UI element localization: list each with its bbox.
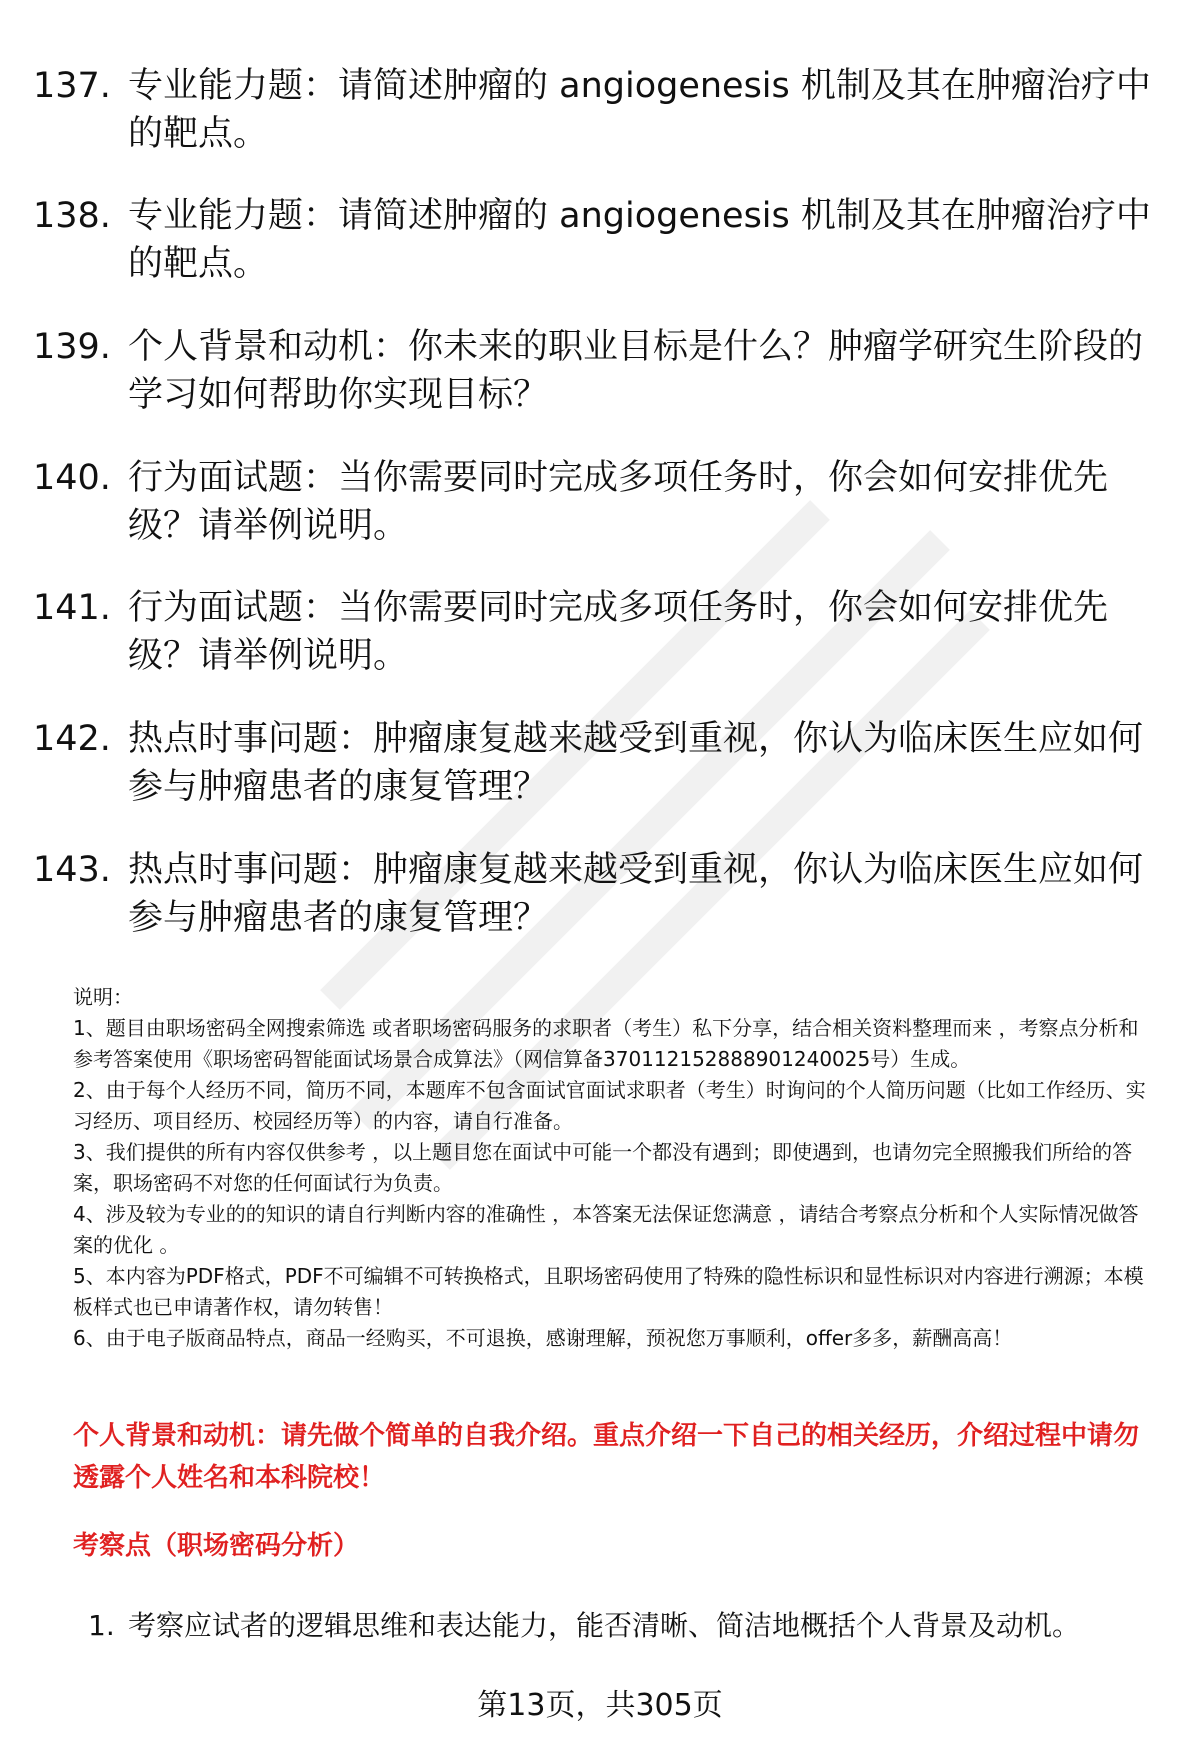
page-footer: 第13页，共305页 bbox=[477, 1688, 723, 1723]
analysis-heading: 考察点（职场密码分析） bbox=[73, 1531, 360, 1561]
question-heading: 个人背景和动机：请先做个简单的自我介绍。重点介绍一下自己的相关经历，介绍过程中请勿透露个人姓名和本科院校！ bbox=[73, 1421, 1140, 1493]
analysis-item: 1. 考察应试者的逻辑思维和表达能力，能否清晰、简洁地概括个人背景及动机。 bbox=[88, 1609, 1081, 1642]
note-item: 6、由于电子版商品特点，商品一经购买，不可退换，感谢理解，预祝您万事顺利，offer多多，薪酬高高！ bbox=[73, 1326, 1013, 1350]
notes-title: 说明： bbox=[73, 985, 133, 1009]
question-item: 138. 专业能力题：请简述肿瘤的 angiogenesis 机制及其在肿瘤治疗中的靶点。 bbox=[33, 196, 1151, 284]
note-item: 1、题目由职场密码全网搜索筛选 或者职场密码服务的求职者（考生）私下分享，结合相关资料整理而来 ，考察点分析和参考答案使用《职场密码智能面试场景合成算法》（网信算备370112152888901240025号）生成。 bbox=[73, 1016, 1139, 1071]
notes-section bbox=[73, 982, 1158, 1354]
question-item: 143. 热点时事问题：肿瘤康复越来越受到重视，你认为临床医生应如何参与肿瘤患者的康复管理？ bbox=[33, 850, 1144, 938]
question-item: 137. 专业能力题：请简述肿瘤的 angiogenesis 机制及其在肿瘤治疗中的靶点。 bbox=[33, 66, 1151, 154]
question-item: 140. 行为面试题：当你需要同时完成多项任务时，你会如何安排优先级？请举例说明。 bbox=[33, 458, 1109, 546]
note-item: 4、涉及较为专业的的知识的请自行判断内容的准确性 ，本答案无法保证您满意 ，请结合考察点分析和个人实际情况做答案的优化 。 bbox=[73, 1202, 1139, 1257]
note-item: 2、由于每个人经历不同，简历不同，本题库不包含面试官面试求职者（考生）时询问的个人简历问题（比如工作经历、实习经历、项目经历、校园经历等）的内容，请自行准备。 bbox=[73, 1078, 1146, 1133]
question-item: 141. 行为面试题：当你需要同时完成多项任务时，你会如何安排优先级？请举例说明。 bbox=[33, 588, 1109, 676]
question-item: 139. 个人背景和动机：你未来的职业目标是什么？肿瘤学研究生阶段的学习如何帮助你实现目标？ bbox=[33, 327, 1144, 415]
question-item: 142. 热点时事问题：肿瘤康复越来越受到重视，你认为临床医生应如何参与肿瘤患者的康复管理？ bbox=[33, 719, 1144, 807]
note-item: 5、本内容为PDF格式，PDF不可编辑不可转换格式，且职场密码使用了特殊的隐性标识和显性标识对内容进行溯源；本模板样式也已申请著作权，请勿转售！ bbox=[73, 1264, 1144, 1319]
note-item: 3、我们提供的所有内容仅供参考 ，以上题目您在面试中可能一个都没有遇到；即使遇到，也请勿完全照搬我们所给的答案，职场密码不对您的任何面试行为负责。 bbox=[73, 1140, 1133, 1195]
